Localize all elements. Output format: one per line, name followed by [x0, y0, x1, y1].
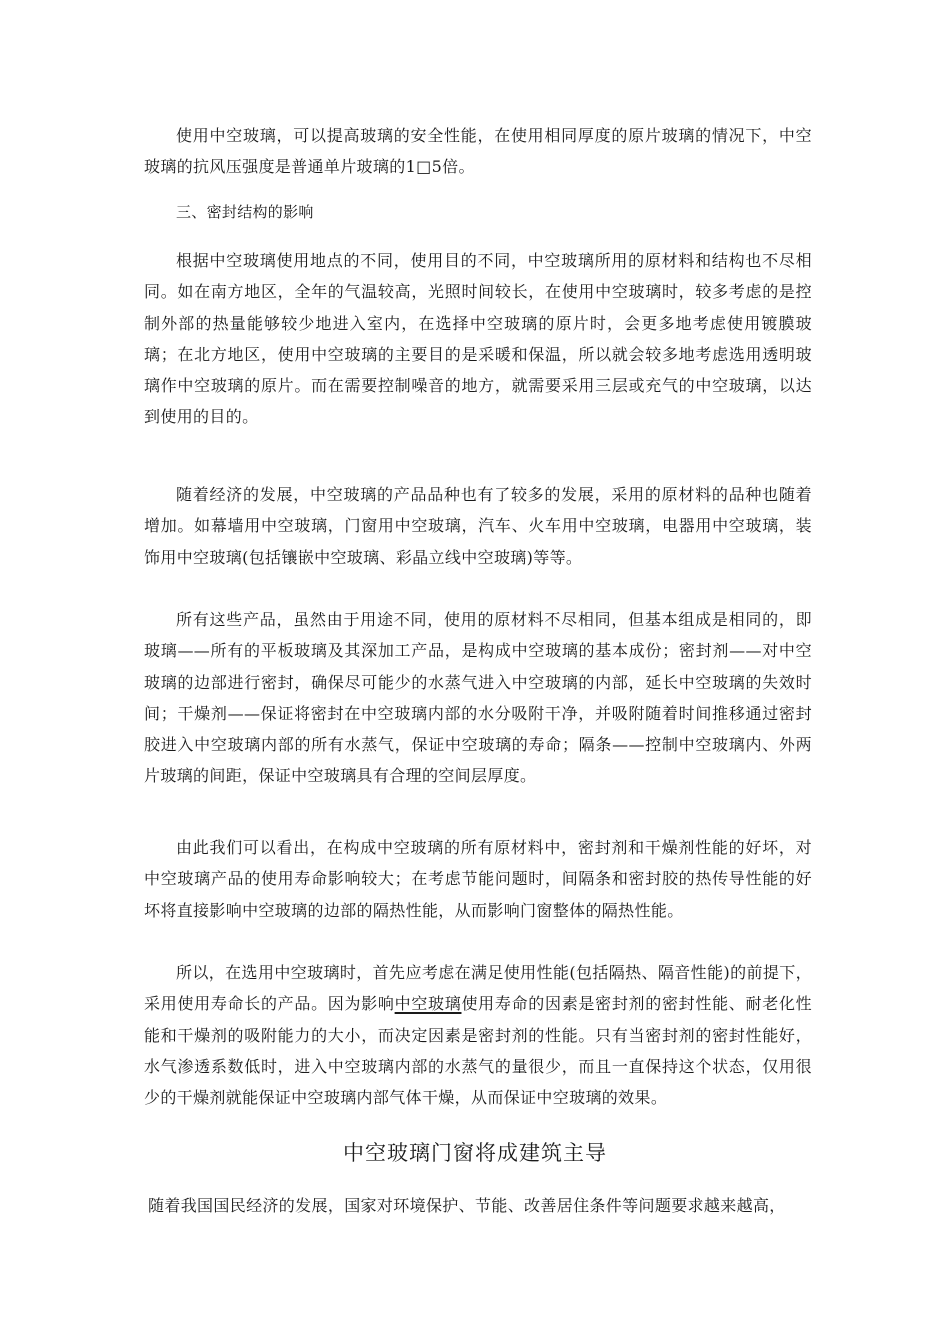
hollow-glass-link[interactable]: 中空玻璃: [394, 994, 462, 1014]
paragraph-components: 所有这些产品，虽然由于用途不同，使用的原材料不尽相同，但基本组成是相同的，即玻璃——所有的平板玻璃及其深加工产品，是构成中空玻璃的基本成份；密封剂——对中空玻璃的边部进行密封，确保尽可能少的水蒸气进入中空玻璃的内部，延长中空玻璃的失效时间；干燥剂——保证将密封在中空玻璃内部的水分吸附干净，并吸附随着时间推移通过密封胶进入中空玻璃内部的所有水蒸气，保证中空玻璃的寿命；隔条——控制中空玻璃内、外两片玻璃的间距，保证中空玻璃具有合理的空间层厚度。: [144, 610, 812, 786]
paragraph-materials-impact: 由此我们可以看出，在构成中空玻璃的所有原材料中，密封剂和干燥剂性能的好坏，对中空玻璃产品的使用寿命影响较大；在考虑节能问题时，间隔条和密封胶的热传导性能的好坏将直接影响中空玻璃的边部的隔热性能，从而影响门窗整体的隔热性能。: [144, 838, 812, 920]
section-heading-sealing: 三、密封结构的影响: [176, 203, 314, 221]
paragraph-selection-text-2: 使用寿命的因素是密封剂的密封性能、耐老化性能和干燥剂的吸附能力的大小，而决定因素是密封剂的性能。只有当密封剂的密封性能好，水气渗透系数低时，进入中空玻璃内部的水蒸气的量很少，而且一直保持这个状态，仅用很少的干燥剂就能保证中空玻璃内部气体干燥，从而保证中空玻璃的效果。: [144, 994, 812, 1108]
paragraph-safety: 使用中空玻璃，可以提高玻璃的安全性能，在使用相同厚度的原片玻璃的情况下，中空玻璃的抗风压强度是普通单片玻璃的1□5倍。: [144, 126, 812, 177]
article-title: 中空玻璃门窗将成建筑主导: [343, 1141, 607, 1165]
paragraph-intro: 随着我国国民经济的发展，国家对环境保护、节能、改善居住条件等问题要求越来越高，: [148, 1196, 786, 1215]
paragraph-product-variety: 随着经济的发展，中空玻璃的产品品种也有了较多的发展，采用的原材料的品种也随着增加。如幕墙用中空玻璃，门窗用中空玻璃，汽车、火车用中空玻璃，电器用中空玻璃，装饰用中空玻璃(包括镶嵌中空玻璃、彩晶立线中空玻璃)等等。: [144, 485, 812, 567]
paragraph-selection-text-1: 所以，在选用中空玻璃时，首先应考虑在满足使用性能(包括隔热、隔音性能)的前提下，采用使用寿命长的产品。因为影响: [144, 963, 812, 1014]
paragraph-usage-location: 根据中空玻璃使用地点的不同，使用目的不同，中空玻璃所用的原材料和结构也不尽相同。如在南方地区，全年的气温较高，光照时间较长，在使用中空玻璃时，较多考虑的是控制外部的热量能够较少地进入室内，在选择中空玻璃的原片时，会更多地考虑使用镀膜玻璃；在北方地区，使用中空玻璃的主要目的是采暖和保温，所以就会较多地考虑选用透明玻璃作中空玻璃的原片。而在需要控制噪音的地方，就需要采用三层或充气的中空玻璃，以达到使用的目的。: [144, 251, 812, 427]
paragraph-selection: [144, 957, 812, 1113]
